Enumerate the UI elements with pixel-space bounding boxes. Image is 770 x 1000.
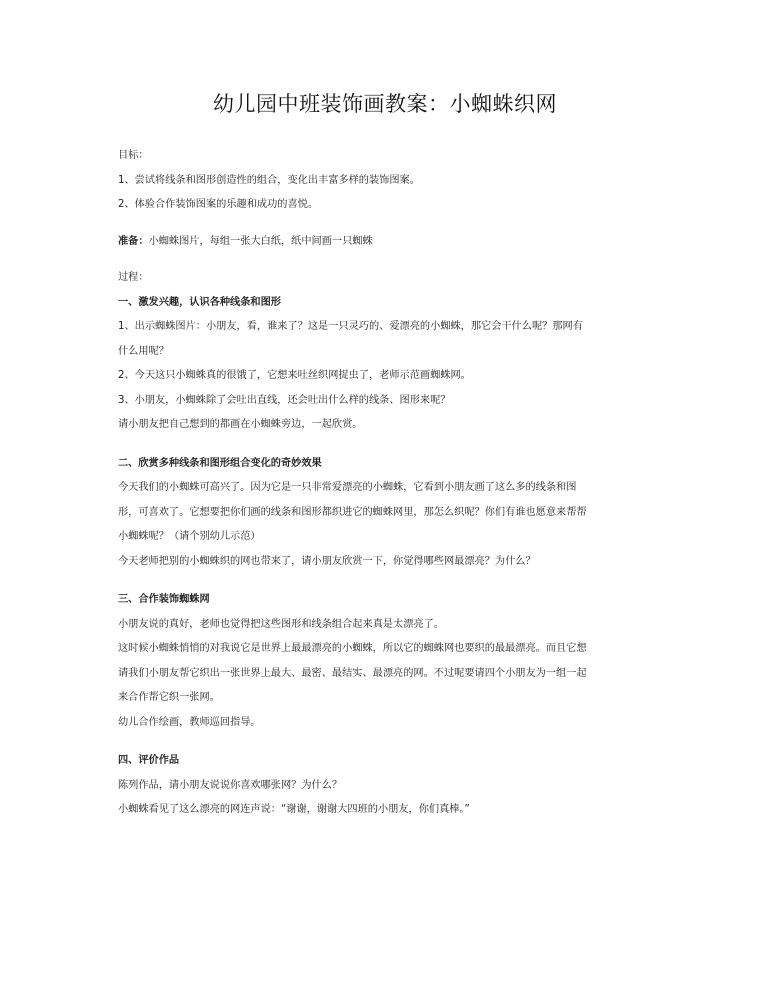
prep-label: 准备：	[118, 235, 149, 247]
paragraph: 这时候小蜘蛛悄悄的对我说它是世界上最最漂亮的小蜘蛛，所以它的蜘蛛网也要织的最最漂亮。而且它想	[118, 643, 587, 654]
paragraph: 请我们小朋友帮它织出一张世界上最大、最密、最结实、最漂亮的网。不过呢要请四个小朋友为一组一起	[118, 667, 587, 679]
paragraph: 2、今天这只小蜘蛛真的很饿了，它想来吐丝织网捉虫了，老师示范画蜘蛛网。	[118, 370, 471, 381]
section-heading: 三、合作装饰蜘蛛网	[118, 594, 210, 605]
paragraph: 今天我们的小蜘蛛可高兴了。因为它是一只非常爱漂亮的小蜘蛛，它看到小朋友画了这么多的线条和图	[118, 482, 577, 493]
section-heading: 四、评价作品	[118, 755, 180, 766]
goal-label: 目标：	[118, 150, 149, 161]
paragraph: 3、小朋友，小蜘蛛除了会吐出直线，还会吐出什么样的线条、图形来呢？	[118, 394, 451, 406]
paragraph: 小蜘蛛看见了这么漂亮的网连声说：“谢谢，谢谢大四班的小朋友，你们真棒。”	[118, 804, 470, 815]
paragraph: 形，可喜欢了。它想要把你们画的线条和图形都织进它的蜘蛛网里，那怎么织呢？你们有谁也愿意来帮帮	[118, 506, 587, 518]
paragraph: 1、出示蜘蛛图片：小朋友，看，谁来了？这是一只灵巧的、爱漂亮的小蜘蛛，那它会干什么呢？那网有	[118, 321, 583, 332]
goal-item: 1、尝试将线条和图形创造性的组合，变化出丰富多样的装饰图案。	[118, 174, 420, 186]
paragraph: 来合作帮它织一张网。	[118, 692, 220, 703]
goal-item: 2、体验合作装饰图案的乐趣和成功的喜悦。	[118, 199, 319, 210]
paragraph: 陈列作品，请小朋友说说你喜欢哪张网？为什么？	[118, 779, 343, 791]
prep-line	[118, 230, 658, 255]
section-heading: 二、欣赏多种线条和图形组合变化的奇妙效果	[118, 457, 322, 469]
document-body	[118, 144, 658, 823]
document-title: 幼儿园中班装饰画教案：小蜘蛛织网	[213, 92, 557, 116]
section-heading: 一、激发兴趣，认识各种线条和图形	[118, 296, 281, 308]
paragraph: 今天老师把别的小蜘蛛织的网也带来了，请小朋友欣赏一下，你觉得哪些网最漂亮？为什么？	[118, 555, 536, 567]
paragraph: 幼儿合作绘画，教师巡回指导。	[118, 716, 261, 728]
prep-text: 小蜘蛛图片，每组一张大白纸，纸中间画一只蜘蛛	[148, 235, 373, 247]
paragraph: 请小朋友把自己想到的都画在小蜘蛛旁边，一起欣赏。	[118, 419, 363, 430]
paragraph: 小朋友说的真好，老师也觉得把这些图形和线条组合起来真是太漂亮了。	[118, 618, 444, 630]
paragraph: 什么用呢？	[118, 345, 169, 357]
process-label: 过程：	[118, 272, 149, 283]
paragraph: 小蜘蛛呢？（请个别幼儿示范）	[118, 531, 261, 542]
